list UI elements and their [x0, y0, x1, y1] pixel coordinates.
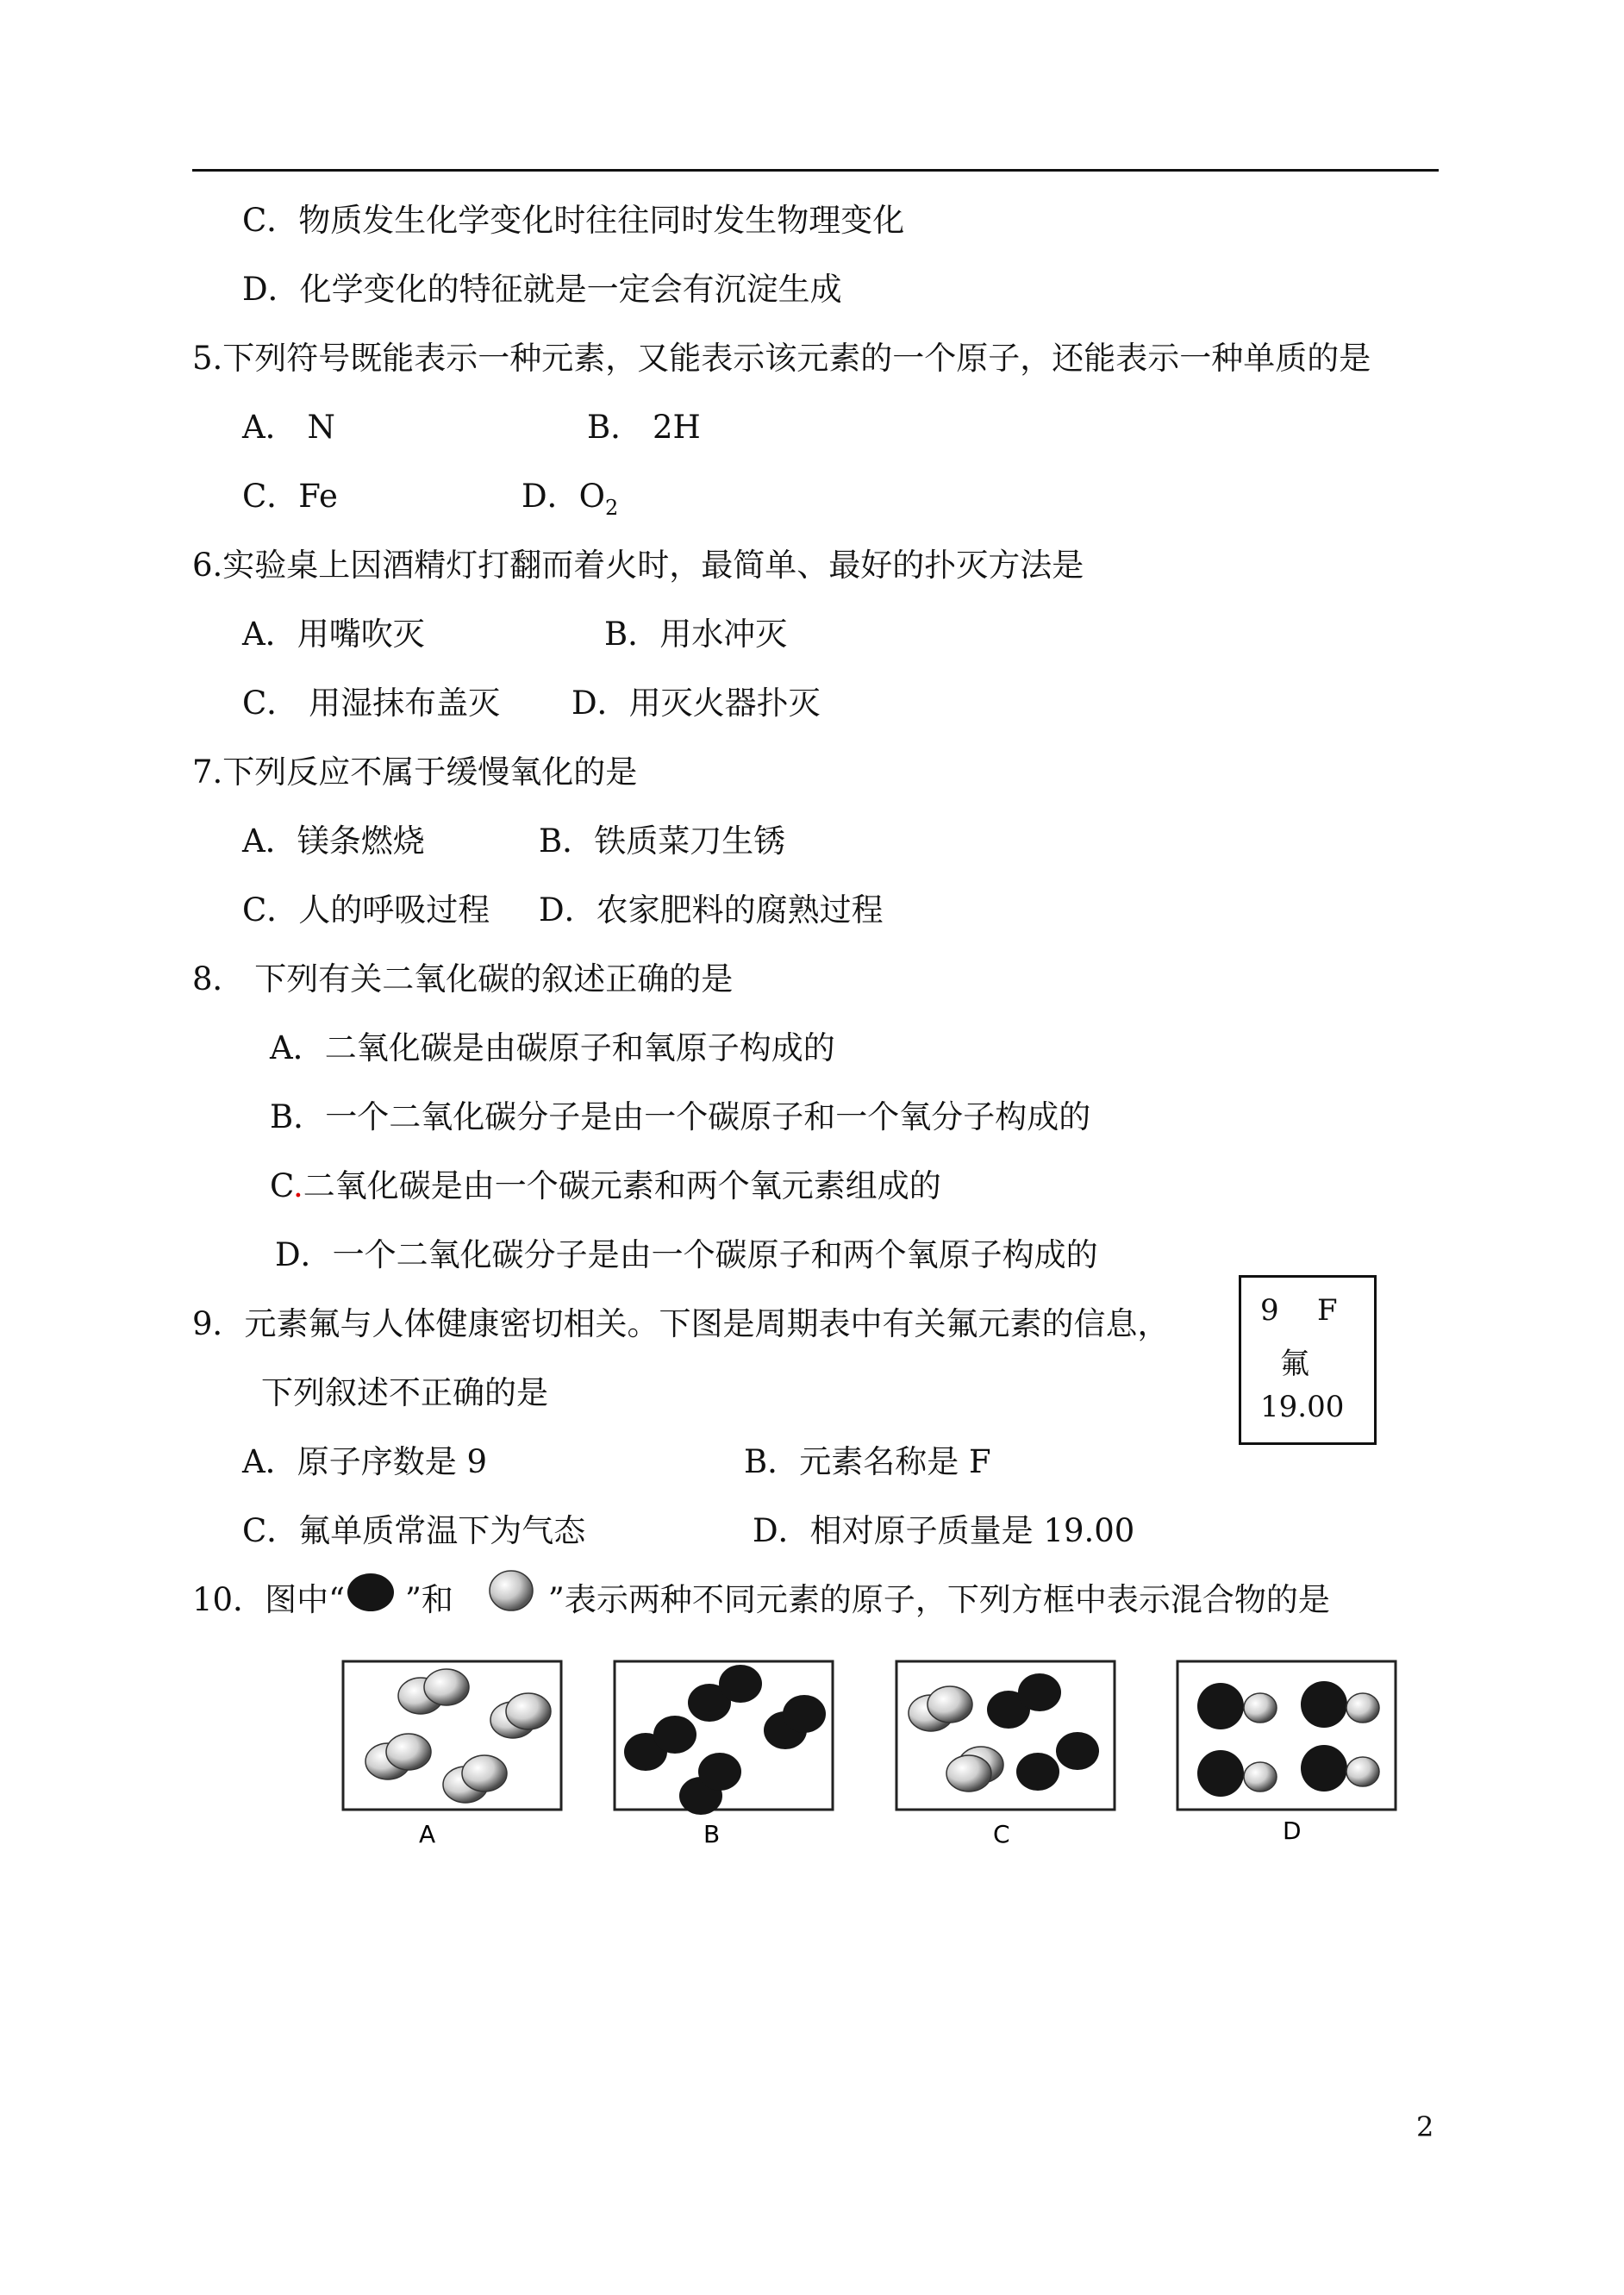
box-label-b: B — [703, 1820, 721, 1848]
periodic-table-cell — [1239, 1275, 1377, 1445]
q9-option-a: A．原子序数是 9 — [242, 1443, 488, 1480]
atomic-number: 9 — [1260, 1293, 1279, 1328]
molecule-diagram — [336, 1651, 1457, 1858]
q7-option-c: C．人的呼吸过程 — [242, 891, 490, 929]
q8-option-d: D．一个二氧化碳分子是由一个碳原子和两个氧原子构成的 — [275, 1236, 1098, 1273]
q6-stem: 6.实验桌上因酒精灯打翻而着火时，最简单、最好的扑灭方法是 — [192, 547, 1084, 584]
q6-option-d: D．用灭火器扑灭 — [572, 685, 821, 722]
q8-option-a: A．二氧化碳是由碳原子和氧原子构成的 — [270, 1029, 835, 1066]
q5-option-d: D．$O_2$ — [522, 478, 619, 520]
page-number: 2 — [1416, 2111, 1434, 2143]
q5-option-a: A． N — [242, 409, 335, 446]
q8-option-c: C.二氧化碳是由一个碳元素和两个氧元素组成的 — [270, 1167, 941, 1204]
q7-option-d: D．农家肥料的腐熟过程 — [539, 891, 884, 929]
q8-option-b: B．一个二氧化碳分子是由一个碳原子和一个氧分子构成的 — [270, 1098, 1091, 1135]
header-rule — [192, 169, 1439, 172]
q9-option-d: D．相对原子质量是 19.00 — [753, 1512, 1135, 1549]
q10-stem: 10．图中“ ”和 ”表示两种不同元素的原子，下列方框中表示混合物的是 — [192, 1581, 1330, 1618]
q7-option-a: A．镁条燃烧 — [242, 822, 425, 860]
q9-option-b: B．元素名称是 F — [744, 1443, 991, 1480]
q9-option-c: C．氟单质常温下为气态 — [242, 1512, 586, 1549]
box-d — [1177, 1661, 1396, 1845]
q6-option-a: A．用嘴吹灭 — [242, 616, 425, 653]
box-label-a: A — [419, 1820, 436, 1848]
q7-stem: 7.下列反应不属于缓慢氧化的是 — [192, 754, 638, 791]
q8-stem: 8． 下列有关二氧化碳的叙述正确的是 — [192, 960, 734, 997]
q5-option-b: B． 2H — [587, 409, 701, 446]
q5-option-c: C．Fe — [242, 478, 338, 515]
element-symbol: F — [1317, 1293, 1338, 1328]
q9-stem-line2: 下列叙述不正确的是 — [261, 1374, 548, 1411]
q6-option-c: C． 用湿抹布盖灭 — [242, 685, 501, 722]
box-label-d: D — [1283, 1817, 1302, 1845]
atomic-mass: 19.00 — [1260, 1390, 1345, 1424]
black-atom-legend-icon — [345, 1571, 397, 1614]
box-b — [615, 1661, 833, 1848]
gray-atom-legend-icon — [485, 1567, 537, 1614]
box-c — [896, 1661, 1115, 1848]
q4-option-d: D．化学变化的特征就是一定会有沉淀生成 — [242, 271, 842, 308]
q6-option-b: B．用水冲灭 — [604, 616, 788, 653]
q4-option-c: C．物质发生化学变化时往往同时发生物理变化 — [242, 202, 905, 239]
q5-stem: 5.下列符号既能表示一种元素，又能表示该元素的一个原子，还能表示一种单质的是 — [192, 340, 1371, 377]
subscript: 2 — [605, 496, 619, 520]
element-name: 氟 — [1280, 1347, 1309, 1381]
q9-stem-line1: 9．元素氟与人体健康密切相关。下图是周期表中有关氟元素的信息， — [192, 1305, 1170, 1342]
box-label-c: C — [993, 1820, 1010, 1848]
box-a — [343, 1661, 561, 1848]
q7-option-b: B．铁质菜刀生锈 — [539, 822, 786, 860]
